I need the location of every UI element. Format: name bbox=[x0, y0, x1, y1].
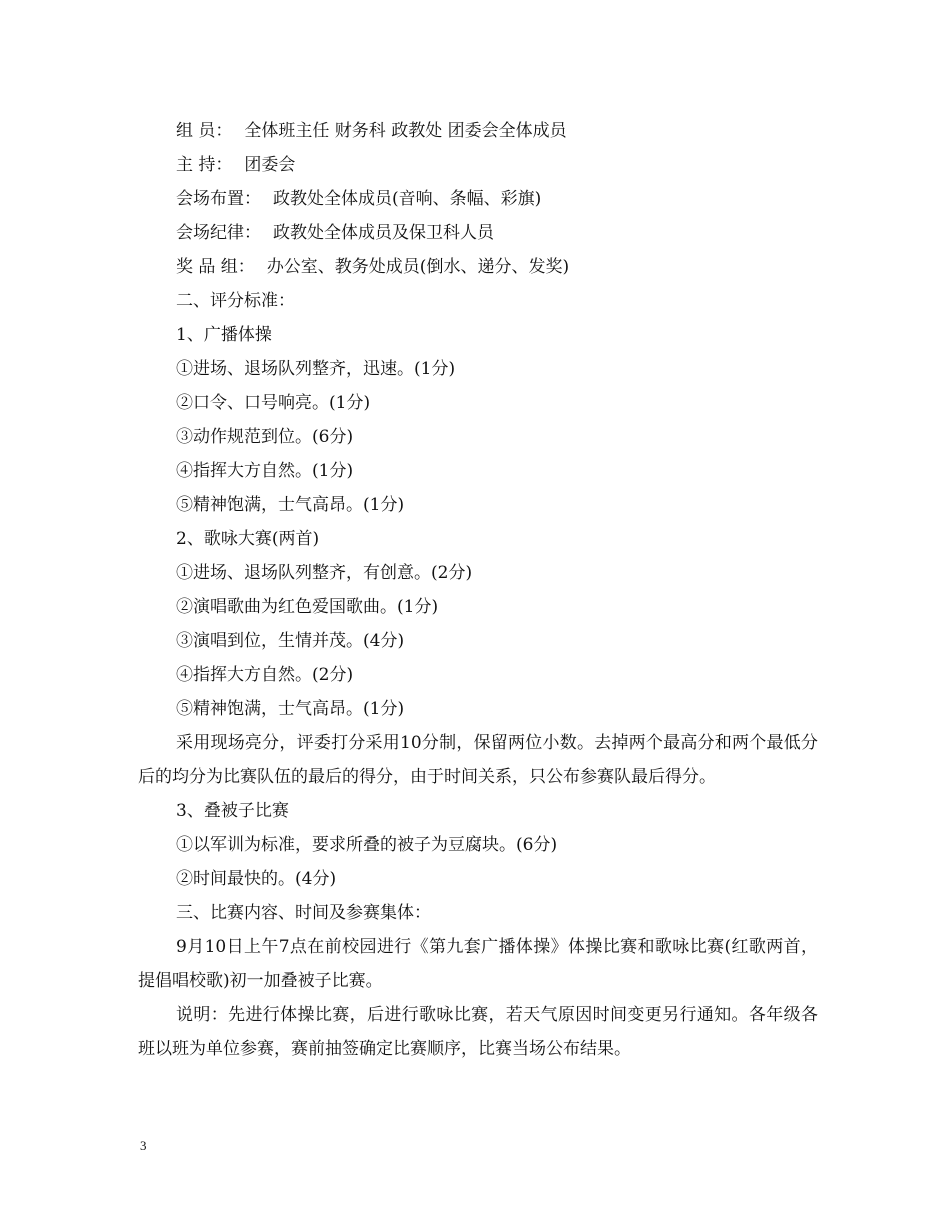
role-label: 主 持： bbox=[176, 155, 233, 175]
schedule-paragraph: 9月10日上午7点在前校园进行《第九套广播体操》体操比赛和歌咏比赛(红歌两首，提倡唱校歌)初一加叠被子比赛。 bbox=[138, 937, 818, 991]
role-label: 奖 品 组： bbox=[176, 257, 255, 277]
list-item: ④指挥大方自然。(2分) bbox=[176, 665, 354, 685]
role-value: 政教处全体成员(音响、条幅、彩旗) bbox=[273, 189, 542, 209]
list-item: ⑤精神饱满，士气高昂。(1分) bbox=[176, 699, 405, 719]
explanation-paragraph: 说明：先进行体操比赛，后进行歌咏比赛，若天气原因时间变更另行通知。各年级各班以班为单位参赛，赛前抽签确定比赛顺序，比赛当场公布结果。 bbox=[138, 1005, 818, 1059]
subsection-heading-gym: 1、广播体操 bbox=[176, 325, 272, 345]
list-item: ②时间最快的。(4分) bbox=[176, 869, 337, 889]
list-item: ④指挥大方自然。(1分) bbox=[176, 461, 354, 481]
subsection-heading-song: 2、歌咏大赛(两首) bbox=[176, 529, 320, 549]
role-row-host bbox=[138, 148, 818, 182]
document-body bbox=[138, 114, 818, 1066]
role-row-awards bbox=[138, 250, 818, 284]
role-row-members bbox=[138, 114, 818, 148]
role-value: 办公室、教务处成员(倒水、递分、发奖) bbox=[266, 257, 570, 277]
list-item: ①进场、退场队列整齐，迅速。(1分) bbox=[176, 359, 456, 379]
list-item: ②口令、口号响亮。(1分) bbox=[176, 393, 371, 413]
section-heading-schedule: 三、比赛内容、时间及参赛集体： bbox=[176, 903, 431, 923]
role-label: 会场纪律： bbox=[176, 223, 261, 243]
list-item: ③动作规范到位。(6分) bbox=[176, 427, 354, 447]
list-item: ③演唱到位，生情并茂。(4分) bbox=[176, 631, 405, 651]
role-label: 会场布置： bbox=[176, 189, 261, 209]
list-item: ②演唱歌曲为红色爱国歌曲。(1分) bbox=[176, 597, 439, 617]
role-value: 团委会 bbox=[244, 155, 296, 175]
list-item: ⑤精神饱满，士气高昂。(1分) bbox=[176, 495, 405, 515]
role-value: 政教处全体成员及保卫科人员 bbox=[273, 223, 494, 243]
list-item: ①以军训为标准，要求所叠的被子为豆腐块。(6分) bbox=[176, 835, 558, 855]
role-value: 全体班主任 财务科 政教处 团委会全体成员 bbox=[244, 121, 567, 141]
role-row-discipline bbox=[138, 216, 818, 250]
role-label: 组 员： bbox=[176, 121, 233, 141]
section-heading-scoring: 二、评分标准： bbox=[176, 291, 295, 311]
role-row-venue bbox=[138, 182, 818, 216]
list-item: ①进场、退场队列整齐，有创意。(2分) bbox=[176, 563, 473, 583]
scoring-note-paragraph: 采用现场亮分，评委打分采用10分制，保留两位小数。去掉两个最高分和两个最低分后的均分为比赛队伍的最后的得分，由于时间关系，只公布参赛队最后得分。 bbox=[138, 733, 818, 787]
subsection-heading-quilt: 3、叠被子比赛 bbox=[176, 801, 289, 821]
page-number: 3 bbox=[140, 1138, 147, 1153]
